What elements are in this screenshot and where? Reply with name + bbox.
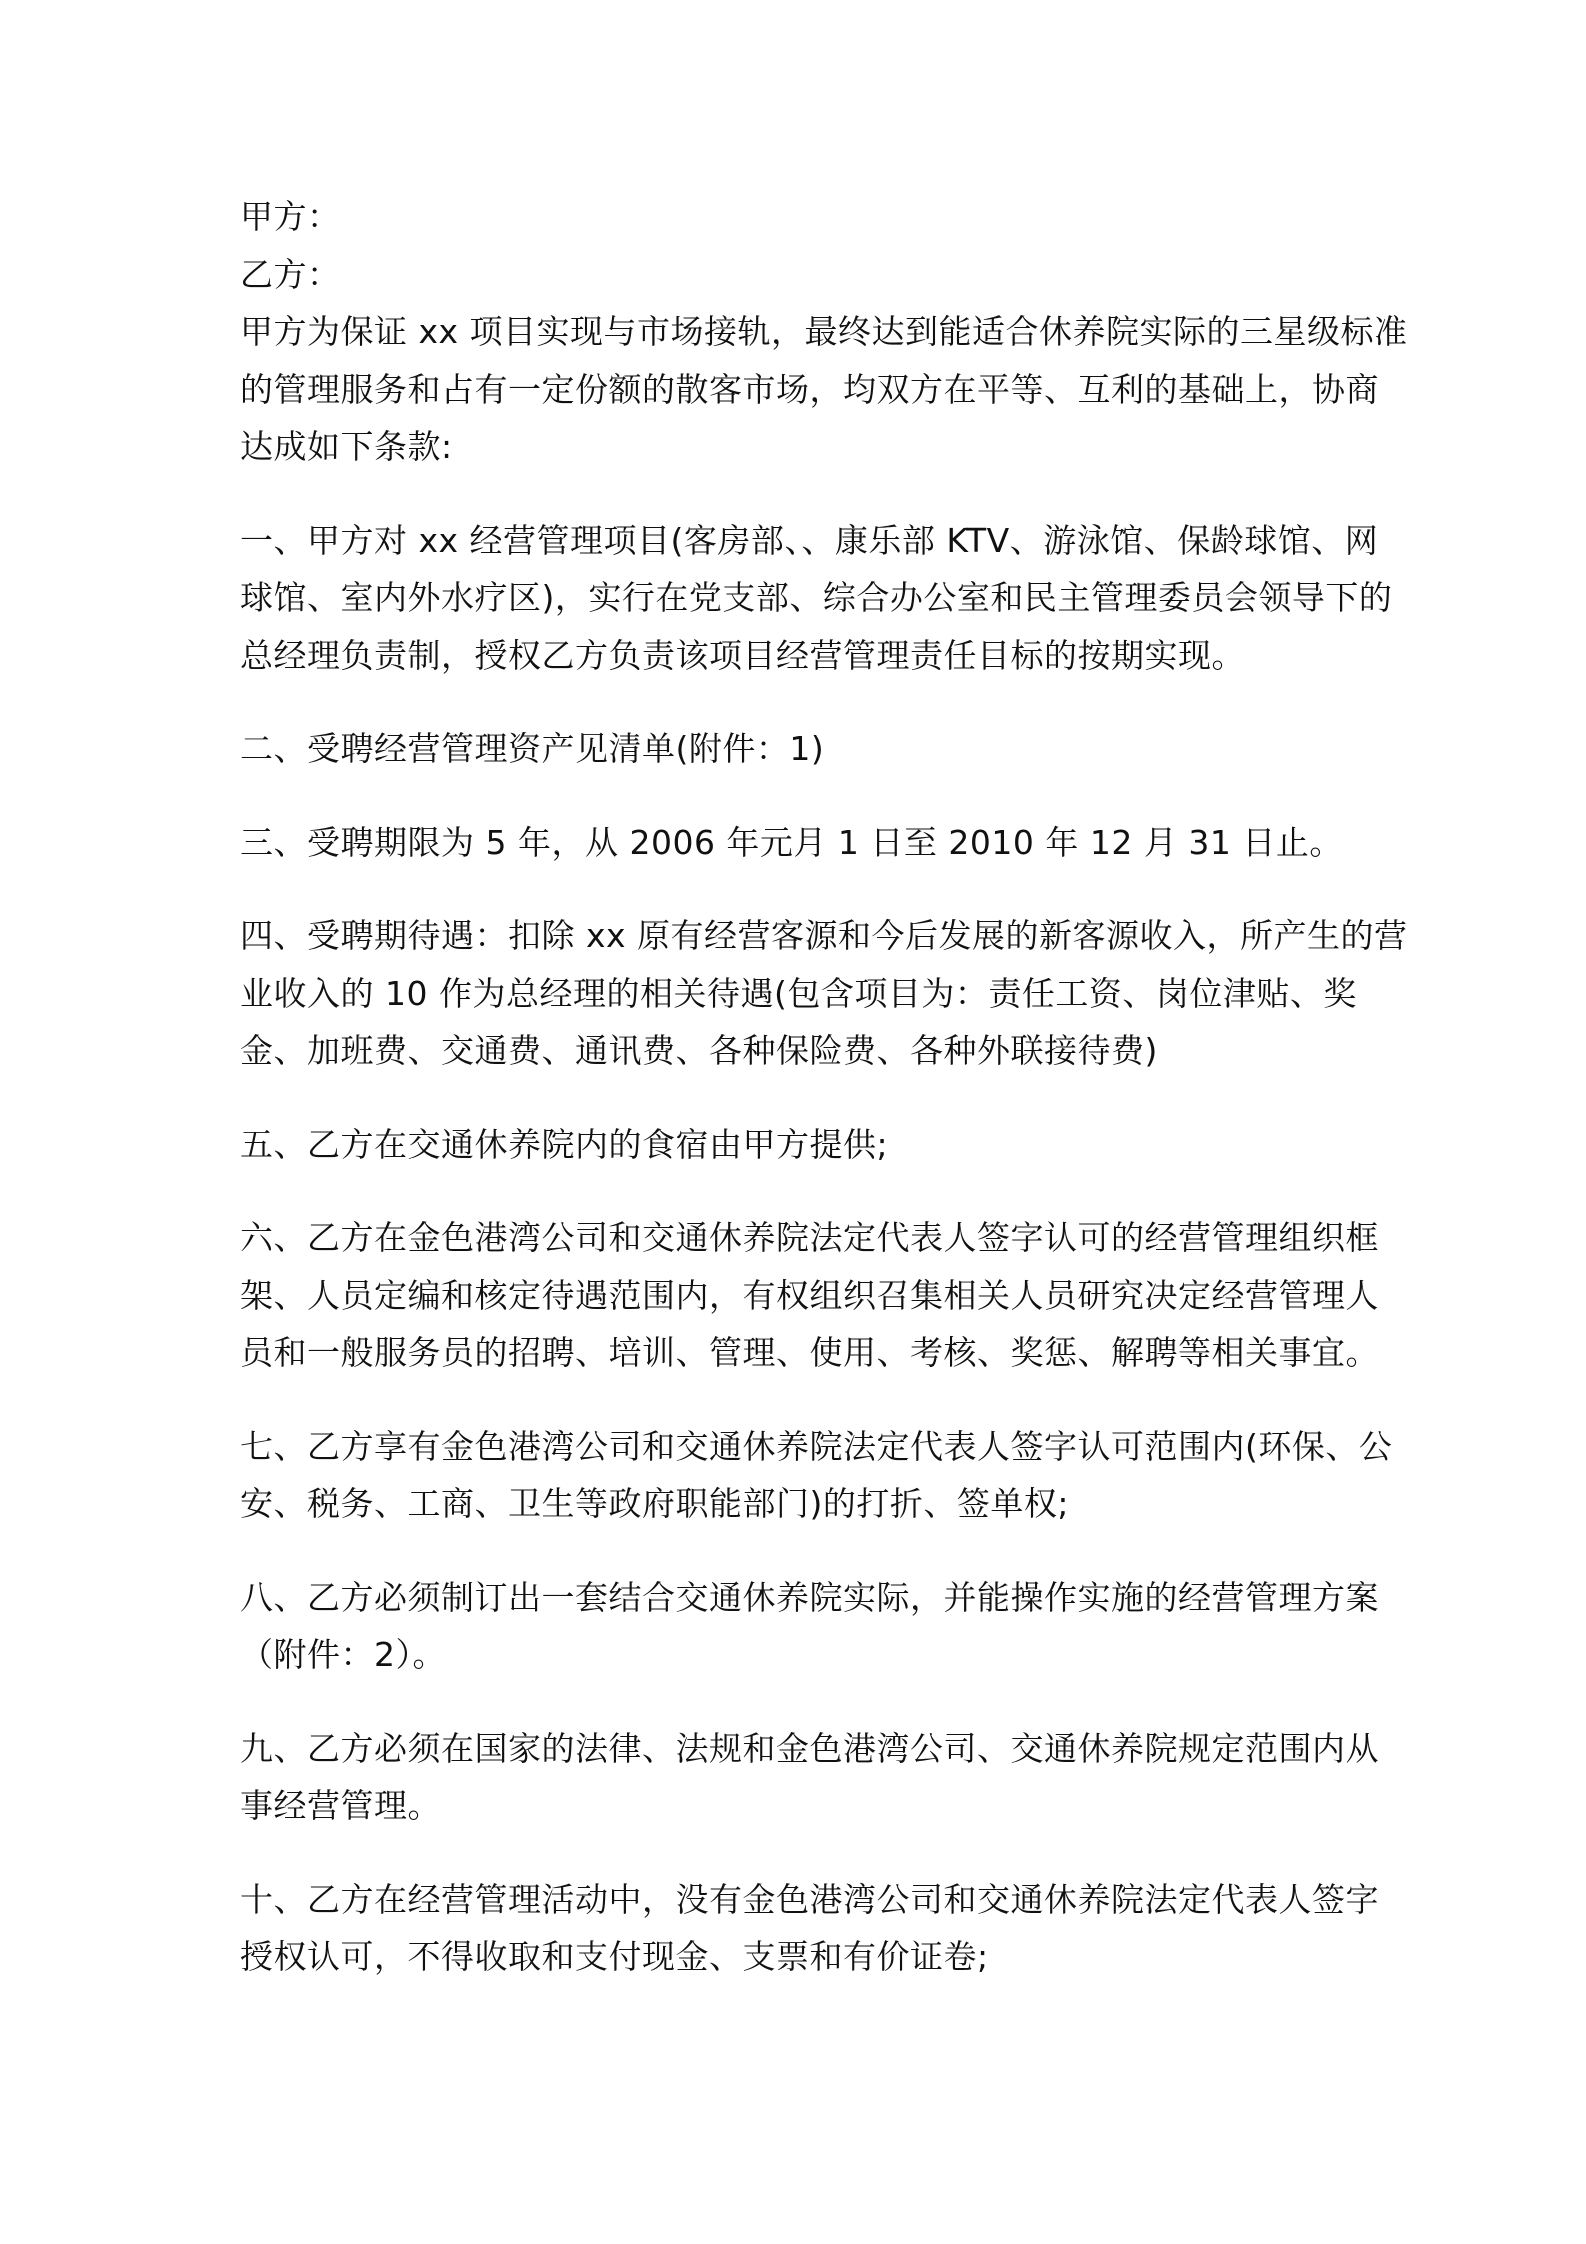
clause-10 xyxy=(240,1871,1379,1986)
clause-3 xyxy=(240,814,1352,872)
clause-6 xyxy=(240,1209,1379,1382)
clause-1 xyxy=(240,512,1393,685)
intro-paragraph xyxy=(240,303,1408,476)
clause-line: （附件：2）。 xyxy=(240,1635,446,1674)
clause-line: 二、受聘经营管理资产见清单(附件：1) xyxy=(240,729,825,768)
clause-line: 安、税务、工商、卫生等政府职能部门)的打折、签单权; xyxy=(240,1484,1069,1523)
clause-line: 授权认可，不得收取和支付现金、支票和有价证卷; xyxy=(240,1937,989,1976)
clause-line: 三、受聘期限为 5 年，从 2006 年元月 1 日至 2010 年 12 月 31 日止。 xyxy=(240,822,1343,862)
clause-7 xyxy=(240,1418,1393,1533)
clause-5 xyxy=(240,1116,1352,1174)
clause-4 xyxy=(240,907,1408,1080)
intro-line: 的管理服务和占有一定份额的散客市场，均双方在平等、互利的基础上，协商 xyxy=(240,369,1379,409)
clause-line: 九、乙方必须在国家的法律、法规和金色港湾公司、交通休养院规定范围内从 xyxy=(240,1728,1379,1768)
clause-8 xyxy=(240,1569,1379,1684)
clause-9 xyxy=(240,1720,1379,1835)
contract-body xyxy=(240,188,1408,2022)
clause-line: 金、加班费、交通费、通讯费、各种保险费、各种外联接待费) xyxy=(240,1031,1158,1070)
clause-2 xyxy=(240,720,1352,778)
clause-line: 四、受聘期待遇：扣除 xx 原有经营客源和今后发展的新客源收入，所产生的营 xyxy=(240,916,1408,955)
intro-line: 甲方为保证 xx 项目实现与市场接轨，最终达到能适合休养院实际的三星级标准 xyxy=(240,312,1408,351)
party-b-label: 乙方： xyxy=(240,254,341,294)
clause-line: 八、乙方必须制订出一套结合交通休养院实际，并能操作实施的经营管理方案 xyxy=(240,1577,1379,1617)
clause-line: 架、人员定编和核定待遇范围内，有权组织召集相关人员研究决定经营管理人 xyxy=(240,1275,1379,1315)
clause-line: 六、乙方在金色港湾公司和交通休养院法定代表人签字认可的经营管理组织框 xyxy=(240,1218,1379,1257)
intro-line: 达成如下条款: xyxy=(240,427,453,466)
clause-line: 员和一般服务员的招聘、培训、管理、使用、考核、奖惩、解聘等相关事宜。 xyxy=(240,1333,1379,1372)
clause-line: 球馆、室内外水疗区)，实行在党支部、综合办公室和民主管理委员会领导下的 xyxy=(240,578,1393,617)
clause-line: 总经理负责制，授权乙方负责该项目经营管理责任目标的按期实现。 xyxy=(240,635,1245,675)
clause-line: 一、甲方对 xx 经营管理项目(客房部、、康乐部 KTV、游泳馆、保龄球馆、网 xyxy=(240,520,1379,560)
clause-line: 事经营管理。 xyxy=(240,1786,441,1825)
clause-line: 七、乙方享有金色港湾公司和交通休养院法定代表人签字认可范围内(环保、公 xyxy=(240,1426,1393,1466)
clause-line: 业收入的 10 作为总经理的相关待遇(包含项目为：责任工资、岗位津贴、奖 xyxy=(240,973,1357,1013)
clause-line: 十、乙方在经营管理活动中，没有金色港湾公司和交通休养院法定代表人签字 xyxy=(240,1879,1379,1919)
party-a-label: 甲方： xyxy=(240,197,341,236)
clause-line: 五、乙方在交通休养院内的食宿由甲方提供; xyxy=(240,1124,889,1164)
